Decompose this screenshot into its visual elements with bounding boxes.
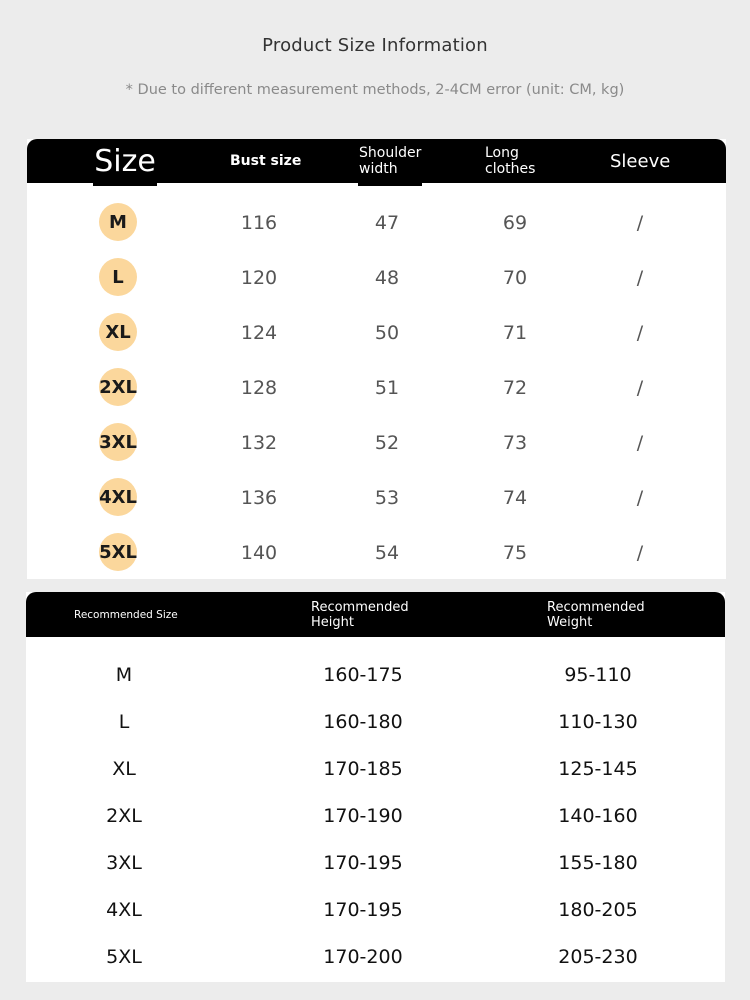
table-row [26, 745, 725, 792]
bust-value: 132 [240, 431, 278, 454]
table-row [27, 360, 726, 415]
table-row [26, 698, 725, 745]
sleeve-value: / [636, 266, 644, 289]
table-row [26, 839, 725, 886]
header-height-line1: Recommended [311, 599, 409, 615]
recommendation-table [26, 592, 725, 982]
bust-value: 120 [240, 266, 278, 289]
size-label: 5XL [106, 945, 142, 968]
header-bust: Bust size [230, 153, 302, 169]
size-badge: 5XL [99, 533, 137, 571]
shoulder-value: 47 [374, 211, 400, 234]
shoulder-value: 52 [374, 431, 400, 454]
height-range: 170-185 [323, 757, 403, 780]
table-row [26, 886, 725, 933]
sleeve-value: / [636, 541, 644, 564]
bust-value: 124 [240, 321, 278, 344]
bust-value: 116 [240, 211, 278, 234]
weight-range: 155-180 [558, 851, 638, 874]
sleeve-value: / [636, 321, 644, 344]
shoulder-value: 48 [374, 266, 400, 289]
size-label: 4XL [106, 898, 142, 921]
size-badge: L [99, 258, 137, 296]
header-size: Size [94, 143, 156, 179]
header-recommended-height [311, 592, 409, 637]
size-table [27, 139, 726, 579]
size-label: 2XL [106, 804, 142, 827]
size-label: L [118, 710, 130, 733]
header-long-line2: clothes [485, 161, 536, 177]
table-row [27, 470, 726, 525]
shoulder-value: 51 [374, 376, 400, 399]
table-row [27, 415, 726, 470]
weight-range: 180-205 [558, 898, 638, 921]
header-shoulder [359, 139, 421, 183]
size-badge: XL [99, 313, 137, 351]
weight-range: 205-230 [558, 945, 638, 968]
size-badge: 4XL [99, 478, 137, 516]
length-value: 71 [502, 321, 528, 344]
height-range: 170-200 [323, 945, 403, 968]
length-value: 69 [502, 211, 528, 234]
page-subtitle: * Due to different measurement methods, 2-4CM error (unit: CM, kg) [125, 82, 625, 98]
sleeve-value: / [636, 431, 644, 454]
height-range: 170-195 [323, 851, 403, 874]
height-range: 160-180 [323, 710, 403, 733]
size-label: XL [112, 757, 136, 780]
header-long-line1: Long [485, 145, 519, 161]
table-row [27, 525, 726, 580]
size-table-header [27, 139, 726, 183]
length-value: 73 [502, 431, 528, 454]
header-shoulder-line2: width [359, 161, 398, 177]
size-badge: 3XL [99, 423, 137, 461]
size-badge: 2XL [99, 368, 137, 406]
header-recommended-weight [547, 592, 645, 637]
header-long [485, 139, 535, 183]
sleeve-value: / [636, 486, 644, 509]
length-value: 72 [502, 376, 528, 399]
height-range: 170-195 [323, 898, 403, 921]
header-size-underline [93, 183, 157, 186]
table-row [26, 651, 725, 698]
table-row [27, 305, 726, 360]
height-range: 160-175 [323, 663, 403, 686]
table-row [26, 933, 725, 980]
table-row [26, 792, 725, 839]
header-sleeve: Sleeve [610, 150, 671, 172]
header-weight-line1: Recommended [547, 599, 645, 615]
header-height-line2: Height [311, 614, 354, 630]
length-value: 74 [502, 486, 528, 509]
weight-range: 125-145 [558, 757, 638, 780]
bust-value: 128 [240, 376, 278, 399]
height-range: 170-190 [323, 804, 403, 827]
weight-range: 95-110 [564, 663, 632, 686]
bust-value: 136 [240, 486, 278, 509]
header-weight-line2: Weight [547, 614, 593, 630]
length-value: 70 [502, 266, 528, 289]
size-label: 3XL [106, 851, 142, 874]
length-value: 75 [502, 541, 528, 564]
recommendation-table-header [26, 592, 725, 637]
shoulder-value: 50 [374, 321, 400, 344]
table-row [27, 250, 726, 305]
table-row [27, 195, 726, 250]
weight-range: 140-160 [558, 804, 638, 827]
weight-range: 110-130 [558, 710, 638, 733]
header-shoulder-line1: Shoulder [359, 145, 422, 161]
shoulder-value: 53 [374, 486, 400, 509]
size-label: M [115, 663, 133, 686]
header-shoulder-underline [358, 183, 422, 186]
size-badge: M [99, 203, 137, 241]
shoulder-value: 54 [374, 541, 400, 564]
bust-value: 140 [240, 541, 278, 564]
sleeve-value: / [636, 211, 644, 234]
page-title: Product Size Information [262, 35, 488, 56]
header-recommended-size: Recommended Size [74, 608, 178, 621]
sleeve-value: / [636, 376, 644, 399]
